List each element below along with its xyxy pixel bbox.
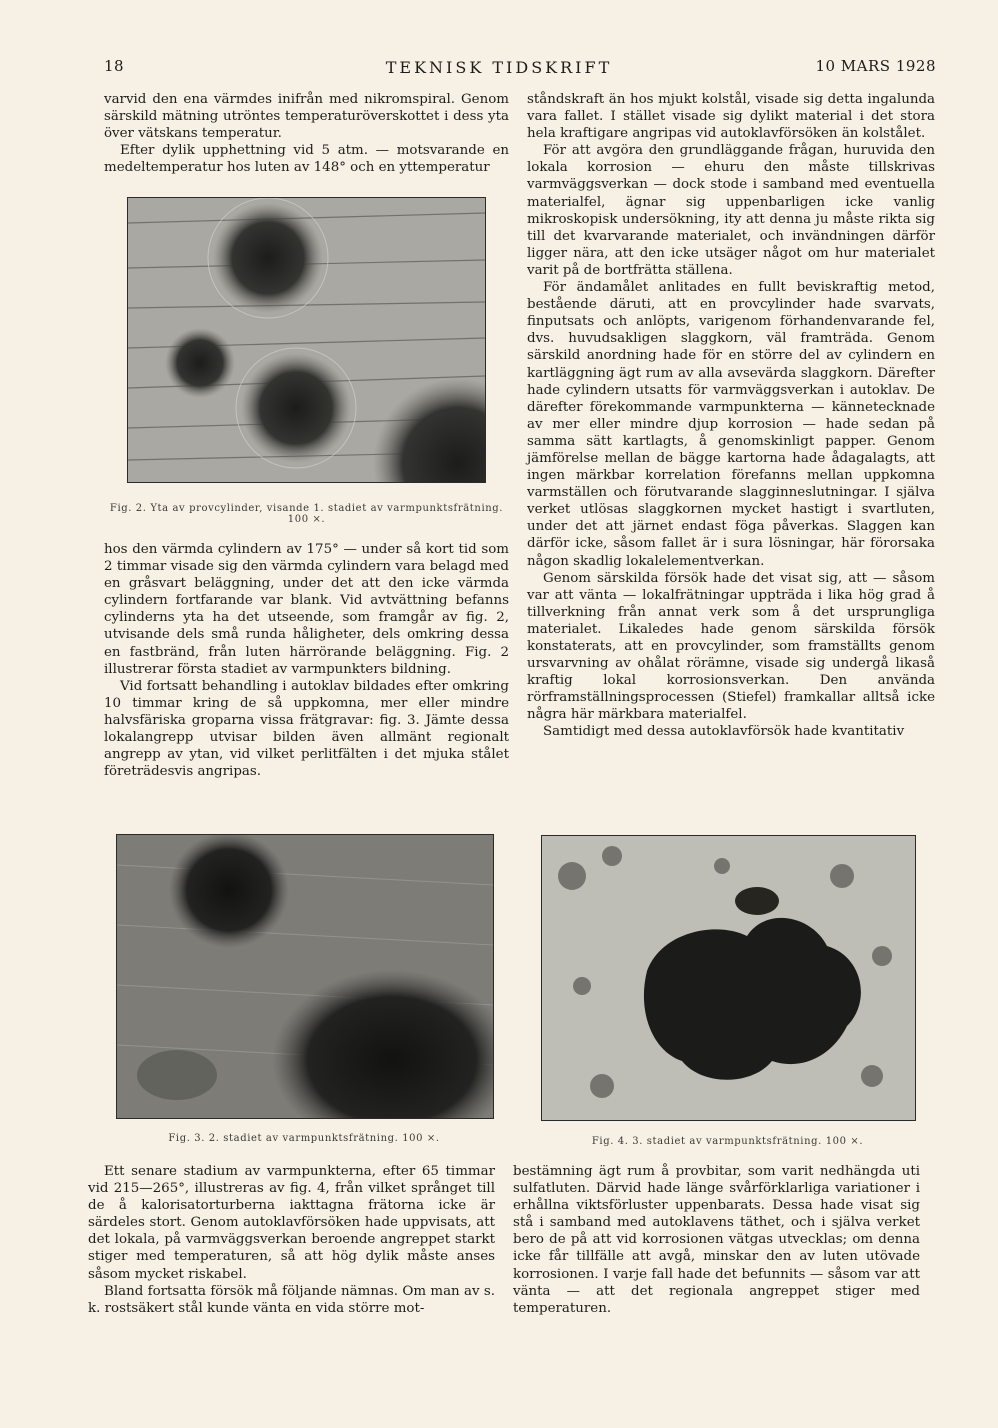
paragraph: Samtidigt med dessa autoklavförsök hade kvantitativ <box>543 724 905 740</box>
fig4-micrograph <box>541 835 916 1121</box>
fig2-micrograph <box>127 197 486 483</box>
paragraph: hos den värmda cylindern av 175° — under så kort tid som 2 timmar visade sig den värmda cylindern vara belagd med en gråsvart beläggning, under det att den icke värmda cylindern fortfarande var blank. Vid avtvättning befanns cylinderns yta ha det utseende, som framgår av fig. 2, utvisande dels små runda håligheter, dels omkring dessa en fastbränd, från luten härrörande beläggning. Fig. 2 illustrerar första stadiet av varmpunkters bildning. <box>104 542 509 677</box>
paragraph: Efter dylik upphettning vid 5 atm. — motsvarande en medeltemperatur hos luten av 148° och en yttemperatur <box>104 143 509 176</box>
right-column-bottom <box>513 1163 920 1317</box>
fig3-caption: Fig. 3. 2. stadiet av varmpunktsfrätning. 100 ×. <box>168 1133 440 1144</box>
paragraph: Ett senare stadium av varmpunkterna, efter 65 timmar vid 215—265°, illustreras av fig. 4, från vilket språnget till de å kalorisatorturberna iakttagna frätorna icke är särdeles stort. Genom autoklavförsöken hade uppvisats, att det lokala, på varmväggsverkan beroende angreppet starkt stiger med temperaturen, så att hög dylik måste anses såsom mycket riskabel. <box>88 1164 495 1282</box>
fig4-caption: Fig. 4. 3. stadiet av varmpunktsfrätning. 100 ×. <box>591 1136 864 1147</box>
page-number: 18 <box>104 57 125 75</box>
issue-date: 10 MARS 1928 <box>815 57 936 75</box>
paragraph: För att avgöra den grundläggande frågan, huruvida den lokala korrosion — ehuru den måste tillskrivas varmväggsverkan — dock stode i samband med eventuella materialfel, ägnar sig uppenbarligen icke vanlig mikroskopisk undersökning, ity att denna ju måste rikta sig till det kvarvarande materialet, och invändningen därför ligger nära, att den icke utsäger något om hur materialet varit på de bortfrätta ställena. <box>527 143 935 278</box>
fig3-micrograph <box>116 834 494 1119</box>
paragraph: Vid fortsatt behandling i autoklav bildades efter omkring 10 timmar kring de så uppkomna, mer eller mindre halvsfäriska groparna vissa frätgravar: fig. 3. Jämte dessa lokalangrepp utvisar bilden även allmänt regionalt angrepp av ytan, vid vilket perlitfälten i det mjuka stålet företrädesvis angripas. <box>104 678 509 780</box>
paragraph: varvid den ena värmdes inifrån med nikromspiral. Genom särskild mätning utröntes temperaturöverskottet i dess yta över vätskans temperatur. <box>104 92 509 142</box>
left-column-top <box>104 91 509 176</box>
journal-title: TEKNISK TIDSKRIFT <box>385 58 613 77</box>
fig2-caption <box>104 503 509 525</box>
fig2-caption-line1: Fig. 2. Yta av provcylinder, visande 1. stadiet av varmpunktsfrätning. <box>109 503 504 514</box>
right-column-top <box>527 91 935 741</box>
paragraph: Bland fortsatta försök må följande nämnas. Om man av s. k. rostsäkert stål kunde vänta en vida större mot- <box>88 1283 495 1316</box>
left-column-bottom <box>88 1163 495 1317</box>
paragraph: bestämning ägt rum å provbitar, som varit nedhängda uti sulfatluten. Därvid hade länge svårförklarliga variationer i erhållna viktsförluster uppenbarats. Dessa hade visat sig stå i samband med autoklavens täthet, och i själva verket bero de på att vid korrosionen vätgas utvecklas; om denna icke får tillfälle att avgå, minskar den av luten utövade korrosionen. I varje fall hade det befunnits — såsom var att vänta — att det regionala angreppet stiger med temperaturen. <box>513 1164 920 1316</box>
left-column-middle <box>104 541 509 780</box>
paragraph: Genom särskilda försök hade det visat sig, att — såsom var att vänta — lokalfrätningar uppträda i lika hög grad å tillverkning från annat verk som å det ursprungliga materialet. Likaledes hade genom särskilda försök konstaterats, att en provcylinder, som framställts genom ursvarvning av ohålat rörämne, visade sig undergå likaså kraftig lokal korrosionsverkan. Den använda rörframställningsprocessen (Stiefel) framkallar alltså icke några här märkbara materialfel. <box>527 570 935 723</box>
fig2-caption-line2: 100 ×. <box>287 514 326 525</box>
paragraph: ståndskraft än hos mjukt kolstål, visade sig detta ingalunda vara fallet. I stället visade sig dylikt material i det stora hela kraftigare angripas vid autoklavförsöken än kolstålet. <box>527 92 935 142</box>
paragraph: För ändamålet anlitades en fullt beviskraftig metod, bestående däruti, att en provcylinder hade svarvats, finputsats och anlöpts, varigenom förhandenvarande fel, dvs. huvudsakligen slaggkorn, väl framträda. Genom särskild anordning hade för en större del av cylindern en kartläggning ägt rum av alla avsevärda slaggkorn. Därefter hade cylindern utsatts för varmväggsverkan i autoklav. De därefter förekommande varmpunkterna — kännetecknade av mer eller mindre djup korrosion — hade sedan på samma sätt kartlagts, å genomskinligt papper. Genom jämförelse mellan de bägge kartorna hade ådagalagts, att ingen märkbar korrelation förefanns mellan uppkomna varmställen och förutvarande slagginneslutningar. I själva verket utlösas slaggkornen mycket hastigt i svartluten, under det att järnet endast föga påverkas. Slaggen kan därför icke, såsom fallet är i sura lösningar, här förorsaka någon skadlig lokalelementverkan. <box>527 280 935 569</box>
